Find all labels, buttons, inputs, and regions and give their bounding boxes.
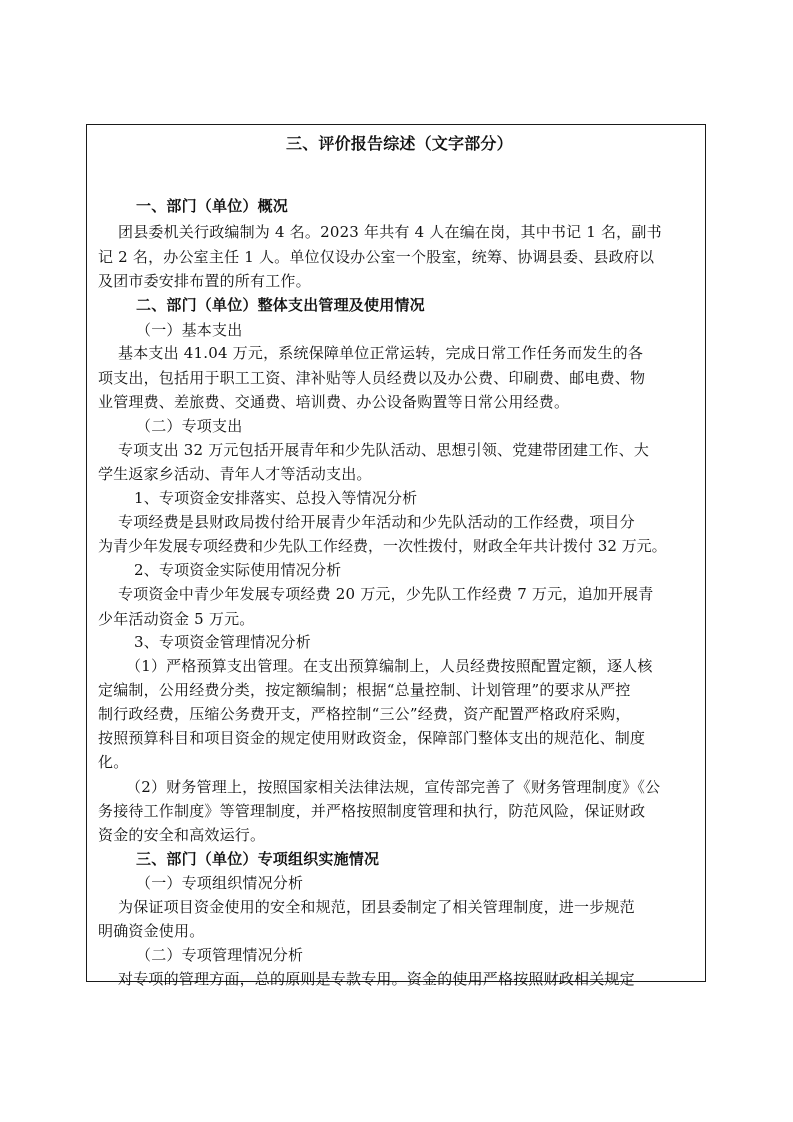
line-25: （2）财务管理上，按照国家相关法律法规，宣传部完善了《财务管理制度》《公 xyxy=(126,778,661,796)
line-20: （1）严格预算支出管理。在支出预算编制上，人员经费按照配置定额，逐人核 xyxy=(126,657,653,675)
line-26: 务接待工作制度》等管理制度，并严格按照制度管理和执行，防范风险，保证财政 xyxy=(98,802,646,820)
line-9: 业管理费、差旅费、交通费、培训费、办公设备购置等日常公用经费。 xyxy=(98,393,570,411)
line-31: 明确资金使用。 xyxy=(98,922,205,940)
line-12: 学生返家乡活动、青年人才等活动支出。 xyxy=(98,465,372,483)
line-13: 1、专项资金安排落实、总投入等情况分析 xyxy=(134,489,418,507)
line-1: 一、部门（单位）概况 xyxy=(136,197,289,215)
line-33: 对专项的管理方面，总的原则是专款专用。资金的使用严格按照财政相关规定 xyxy=(118,970,635,988)
line-24: 化。 xyxy=(98,753,129,771)
line-11: 专项支出 32 万元包括开展青年和少先队活动、思想引领、党建带团建工作、大 xyxy=(118,441,650,459)
line-19: 3、专项资金管理情况分析 xyxy=(134,633,311,651)
line-23: 按照预算科目和项目资金的规定使用财政资金，保障部门整体支出的规范化、制度 xyxy=(98,729,646,747)
line-16: 2、专项资金实际使用情况分析 xyxy=(134,561,342,579)
line-17: 专项资金中青少年发展专项经费 20 万元，少先队工作经费 7 万元，追加开展青 xyxy=(118,585,654,603)
line-3: 记 2 名，办公室主任 1 人。单位仅设办公室一个股室，统筹、协调县委、县政府以 xyxy=(98,248,655,266)
line-27: 资金的安全和高效运行。 xyxy=(98,826,266,844)
line-10: （二）专项支出 xyxy=(136,417,243,435)
line-29: （一）专项组织情况分析 xyxy=(136,874,304,892)
line-15: 为青少年发展专项经费和少先队工作经费，一次性拨付，财政全年共计拨付 32 万元。 xyxy=(98,537,667,555)
line-32: （二）专项管理情况分析 xyxy=(136,946,304,964)
report-title: 三、评价报告综述（文字部分） xyxy=(286,134,513,153)
line-28: 三、部门（单位）专项组织实施情况 xyxy=(136,850,380,868)
line-14: 专项经费是县财政局拨付给开展青少年活动和少先队活动的工作经费，项目分 xyxy=(118,513,635,531)
line-6: （一）基本支出 xyxy=(136,321,243,339)
line-30: 为保证项目资金使用的安全和规范，团县委制定了相关管理制度，进一步规范 xyxy=(118,898,635,916)
line-22: 制行政经费，压缩公务费开支，严格控制“三公”经费，资产配置严格政府采购， xyxy=(98,705,631,723)
line-4: 及团市委安排布置的所有工作。 xyxy=(98,272,311,290)
line-7: 基本支出 41.04 万元，系统保障单位正常运转，完成日常工作任务而发生的各 xyxy=(118,344,644,362)
line-2: 团县委机关行政编制为 4 名。2023 年共有 4 人在编在岗，其中书记 1 名，副书 xyxy=(118,223,662,241)
line-21: 定编制，公用经费分类，按定额编制；根据“总量控制、计划管理”的要求从严控 xyxy=(98,681,631,699)
line-8: 项支出，包括用于职工工资、津补贴等人员经费以及办公费、印刷费、邮电费、物 xyxy=(98,369,646,387)
line-5: 二、部门（单位）整体支出管理及使用情况 xyxy=(136,296,425,314)
line-18: 少年活动资金 5 万元。 xyxy=(98,610,255,628)
